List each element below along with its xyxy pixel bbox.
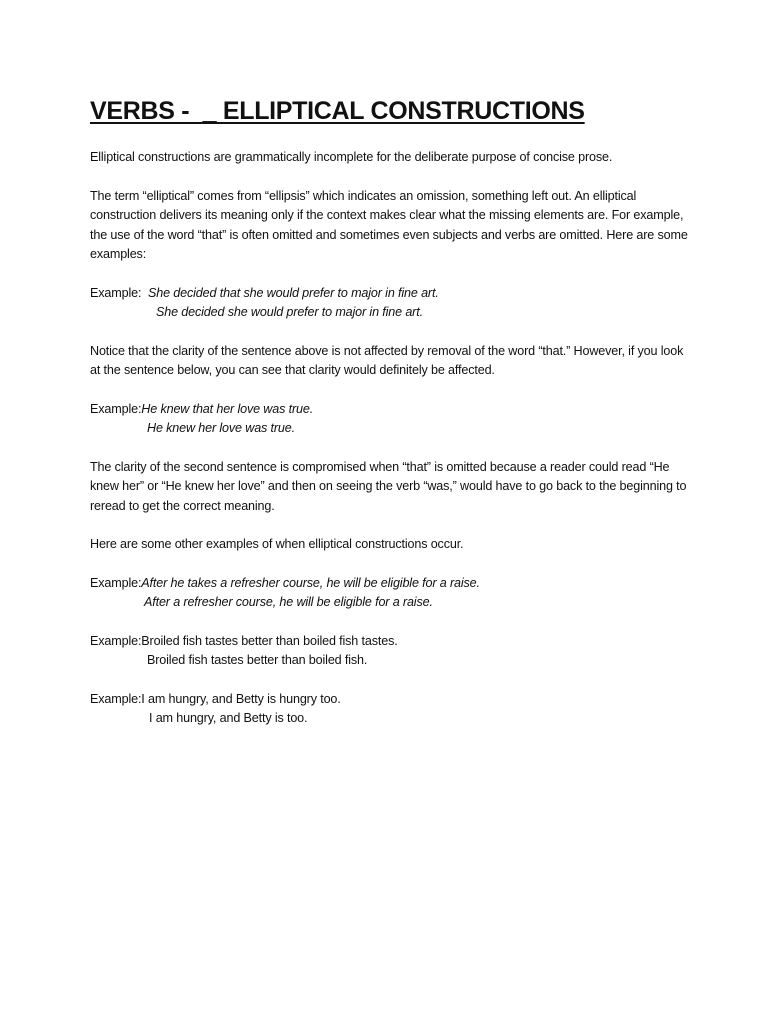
clarity-paragraph: The clarity of the second sentence is compromised when “that” is omitted because a reader could read “He knew her” or “He knew her love” and then on seeing the verb “was,” would have to go back to the beginning to reread to get the correct meaning.: [90, 459, 687, 513]
example-block-1: [90, 284, 690, 323]
example-sentence: She decided she would prefer to major in fine art.: [156, 305, 423, 319]
document-page: [90, 94, 690, 729]
example-sentence: He knew her love was true.: [147, 421, 295, 435]
example-block-5: [90, 690, 690, 729]
example-block-3: [90, 574, 690, 613]
example-line: [90, 284, 690, 304]
example-label: Example:: [90, 575, 142, 590]
notice-paragraph: Notice that the clarity of the sentence above is not affected by removal of the word “that.” However, if you look at the sentence below, you can see that clarity would definitely be affected.: [90, 343, 684, 377]
example-label: Example:: [90, 401, 142, 416]
term-paragraph: The term “elliptical” comes from “ellipsis” which indicates an omission, something left out. An elliptical construction delivers its meaning only if the context makes clear what the missing elements are. For example, the use of the word “that” is often omitted and sometimes even subjects and verbs are omitted. Here are some examples:: [90, 188, 688, 261]
example-line: [90, 690, 690, 710]
example-block-2: [90, 400, 690, 439]
example-line: [90, 303, 690, 323]
example-line: [90, 574, 690, 594]
example-sentence: After a refresher course, he will be eligible for a raise.: [144, 595, 433, 609]
example-sentence: After he takes a refresher course, he will be eligible for a raise.: [141, 575, 480, 590]
example-sentence: Broiled fish tastes better than boiled fish tastes.: [141, 633, 398, 648]
page-title: VERBS - _ ELLIPTICAL CONSTRUCTIONS: [90, 97, 585, 125]
example-line: [90, 419, 690, 439]
example-line: [90, 709, 690, 729]
example-sentence: She decided that she would prefer to major in fine art.: [148, 285, 439, 300]
example-label: Example:: [90, 633, 142, 648]
other-examples-paragraph: Here are some other examples of when elliptical constructions occur.: [90, 537, 464, 551]
example-line: [90, 651, 690, 671]
example-block-4: [90, 632, 690, 671]
example-sentence: Broiled fish tastes better than boiled fish.: [147, 653, 368, 667]
example-line: [90, 593, 690, 613]
intro-paragraph: Elliptical constructions are grammatically incomplete for the deliberate purpose of concise prose.: [90, 150, 613, 164]
example-line: [90, 632, 690, 652]
example-sentence: I am hungry, and Betty is too.: [149, 711, 308, 725]
example-sentence: I am hungry, and Betty is hungry too.: [141, 691, 341, 706]
example-label: Example:: [90, 285, 142, 300]
example-line: [90, 400, 690, 420]
example-label: Example:: [90, 691, 142, 706]
example-sentence: He knew that her love was true.: [141, 401, 314, 416]
